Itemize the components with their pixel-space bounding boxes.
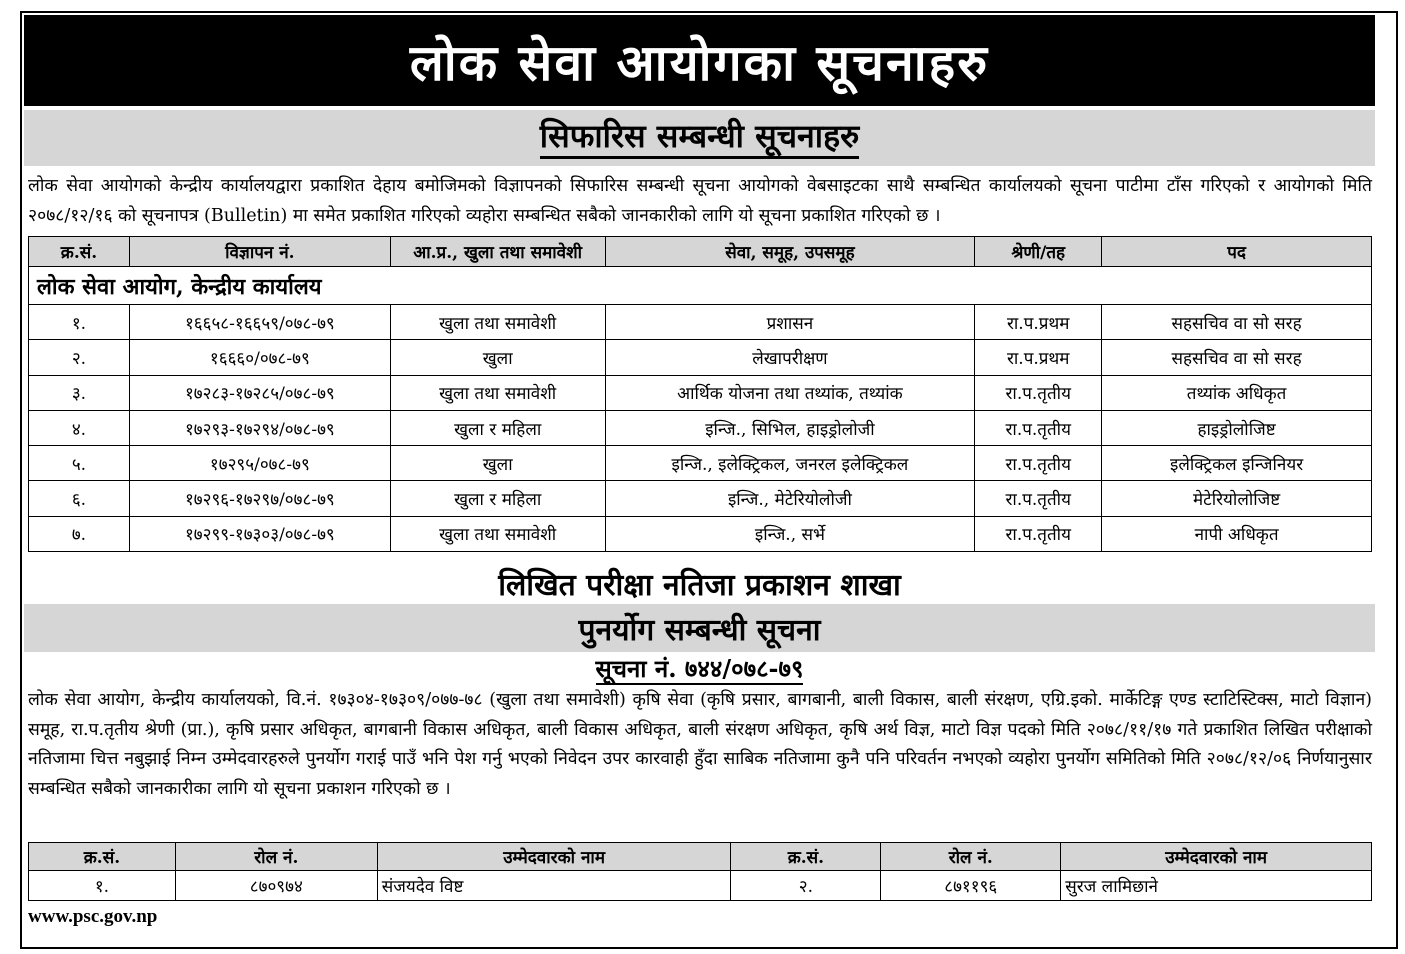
recommendation-heading: सिफारिस सम्बन्धी सूचनाहरु [540,117,859,158]
col-header: क्र.सं. [29,843,176,871]
main-title: लोक सेवा आयोगका सूचनाहरु [24,15,1375,106]
table-row [29,410,1372,445]
cell-sn: २. [29,340,130,375]
cell-type: खुला तथा समावेशी [390,375,605,410]
table-section-row [29,267,1372,305]
cell-post: मेटेरियोलोजिष्ट [1102,481,1372,516]
recommendation-heading-band [24,110,1375,166]
cell-post: इलेक्ट्रिकल इन्जिनियर [1102,446,1372,481]
cell-type: खुला र महिला [390,410,605,445]
table-header-row [29,237,1372,267]
cell-roll: ८७११९६ [881,871,1061,901]
section-label: लोक सेवा आयोग, केन्द्रीय कार्यालय [29,267,1372,305]
cell-sn: ७. [29,516,130,551]
table-row [29,305,1372,340]
table-row [29,871,1372,901]
cell-type: खुला तथा समावेशी [390,516,605,551]
recount-heading: पुनर्योग सम्बन्धी सूचना [578,612,821,648]
cell-post: सहसचिव वा सो सरह [1102,305,1372,340]
cell-post: तथ्यांक अधिकृत [1102,375,1372,410]
col-header: रोल नं. [881,843,1061,871]
col-header: उम्मेदवारको नाम [1061,843,1372,871]
cell-service: इन्जि., इलेक्ट्रिकल, जनरल इलेक्ट्रिकल [605,446,975,481]
website-url: www.psc.gov.np [28,906,158,927]
cell-service: लेखापरीक्षण [605,340,975,375]
cell-sn: २. [731,871,881,901]
col-header: क्र.सं. [731,843,881,871]
cell-service: इन्जि., मेटेरियोलोजी [605,481,975,516]
notice-number-row [24,652,1375,682]
cell-level: रा.प.तृतीय [975,481,1102,516]
cell-sn: ५. [29,446,130,481]
col-header: आ.प्र., खुला तथा समावेशी [390,237,605,267]
col-header: पद [1102,237,1372,267]
cell-sn: ४. [29,410,130,445]
table-header-row [29,843,1372,871]
cell-level: रा.प.प्रथम [975,305,1102,340]
col-header: श्रेणी/तह [975,237,1102,267]
cell-service: आर्थिक योजना तथा तथ्यांक, तथ्यांक [605,375,975,410]
cell-adv: १७२९६-१७२९७/०७८-७९ [129,481,390,516]
col-header: रोल नं. [175,843,377,871]
table-row [29,481,1372,516]
table-row [29,516,1372,551]
cell-service: इन्जि., सर्भे [605,516,975,551]
cell-candidate-name: संजयदेव विष्ट [377,871,731,901]
col-header: क्र.सं. [29,237,130,267]
notice-number: सूचना नं. ७४४/०७८-७९ [595,654,804,683]
col-header: सेवा, समूह, उपसमूह [605,237,975,267]
cell-adv: १७२८३-१७२८५/०७८-७९ [129,375,390,410]
cell-level: रा.प.तृतीय [975,516,1102,551]
cell-type: खुला र महिला [390,481,605,516]
recount-heading-band [24,604,1375,652]
candidate-table [28,842,1372,901]
cell-post: हाइड्रोलोजिष्ट [1102,410,1372,445]
cell-adv: १६६५८-१६६५९/०७८-७९ [129,305,390,340]
cell-level: रा.प.तृतीय [975,410,1102,445]
cell-adv: १६६६०/०७८-७९ [129,340,390,375]
cell-service: प्रशासन [605,305,975,340]
result-branch-heading: लिखित परीक्षा नतिजा प्रकाशन शाखा [498,568,901,603]
cell-sn: ३. [29,375,130,410]
cell-post: सहसचिव वा सो सरह [1102,340,1372,375]
cell-type: खुला [390,446,605,481]
cell-sn: १. [29,871,176,901]
recommendation-paragraph: लोक सेवा आयोगको केन्द्रीय कार्यालयद्वारा प्रकाशित देहाय बमोजिमको विज्ञापनको सिफारिस सम्बन्धी सूचना आयोगको वेबसाइटका साथै सम्बन्धित कार्यालयको सूचना पाटीमा टाँस गरिएको र आयोगको मिति २०७८/१२/१६ को सूचनापत्र (Bulletin) मा समेत प्रकाशित गरिएको व्यहोरा सम्बन्धित सबैको जानकारीको लागि यो सूचना प्रकाशित गरिएको छ । [28,176,1372,226]
cell-level: रा.प.प्रथम [975,340,1102,375]
col-header: विज्ञापन नं. [129,237,390,267]
cell-adv: १७२९५/०७८-७९ [129,446,390,481]
cell-type: खुला तथा समावेशी [390,305,605,340]
recommendation-table [28,236,1372,552]
table-row [29,375,1372,410]
cell-post: नापी अधिकृत [1102,516,1372,551]
table-row [29,340,1372,375]
col-header: उम्मेदवारको नाम [377,843,731,871]
cell-level: रा.प.तृतीय [975,375,1102,410]
cell-service: इन्जि., सिभिल, हाइड्रोलोजी [605,410,975,445]
cell-sn: ६. [29,481,130,516]
table-row [29,446,1372,481]
cell-type: खुला [390,340,605,375]
cell-adv: १७२९९-१७३०३/०७८-७९ [129,516,390,551]
cell-candidate-name: सुरज लामिछाने [1061,871,1372,901]
cell-sn: १. [29,305,130,340]
recount-paragraph: लोक सेवा आयोग, केन्द्रीय कार्यालयको, वि.नं. १७३०४-१७३०९/०७७-७८ (खुला तथा समावेशी) कृषि सेवा (कृषि प्रसार, बागबानी, बाली विकास, बाली संरक्षण, एग्रि.इको. मार्केटिङ्ग एण्ड स्टाटिस्टिक्स, माटो विज्ञान) समूह, रा.प.तृतीय श्रेणी (प्रा.), कृषि प्रसार अधिकृत, बागबानी विकास अधिकृत, बाली विकास अधिकृत, बाली संरक्षण अधिकृत, कृषि अर्थ विज्ञ, माटो विज्ञ पदको मिति २०७८/११/१७ गते प्रकाशित लिखित परीक्षाको नतिजामा चित्त नबुझाई निम्न उम्मेदवारहरुले पुनर्योग गराई पाउँ भनि पेश गर्नु भएको निवेदन उपर कारवाही हुँदा साबिक नतिजामा कुनै पनि परिवर्तन नभएको व्यहोरा पुनर्योग समितिको मिति २०७८/१२/०६ निर्णयानुसार सम्बन्धित सबैको जानकारीका लागि यो सूचना प्रकाशन गरिएको छ । [28,690,1372,799]
cell-adv: १७२९३-१७२९४/०७८-७९ [129,410,390,445]
cell-roll: ८७०९७४ [175,871,377,901]
cell-level: रा.प.तृतीय [975,446,1102,481]
